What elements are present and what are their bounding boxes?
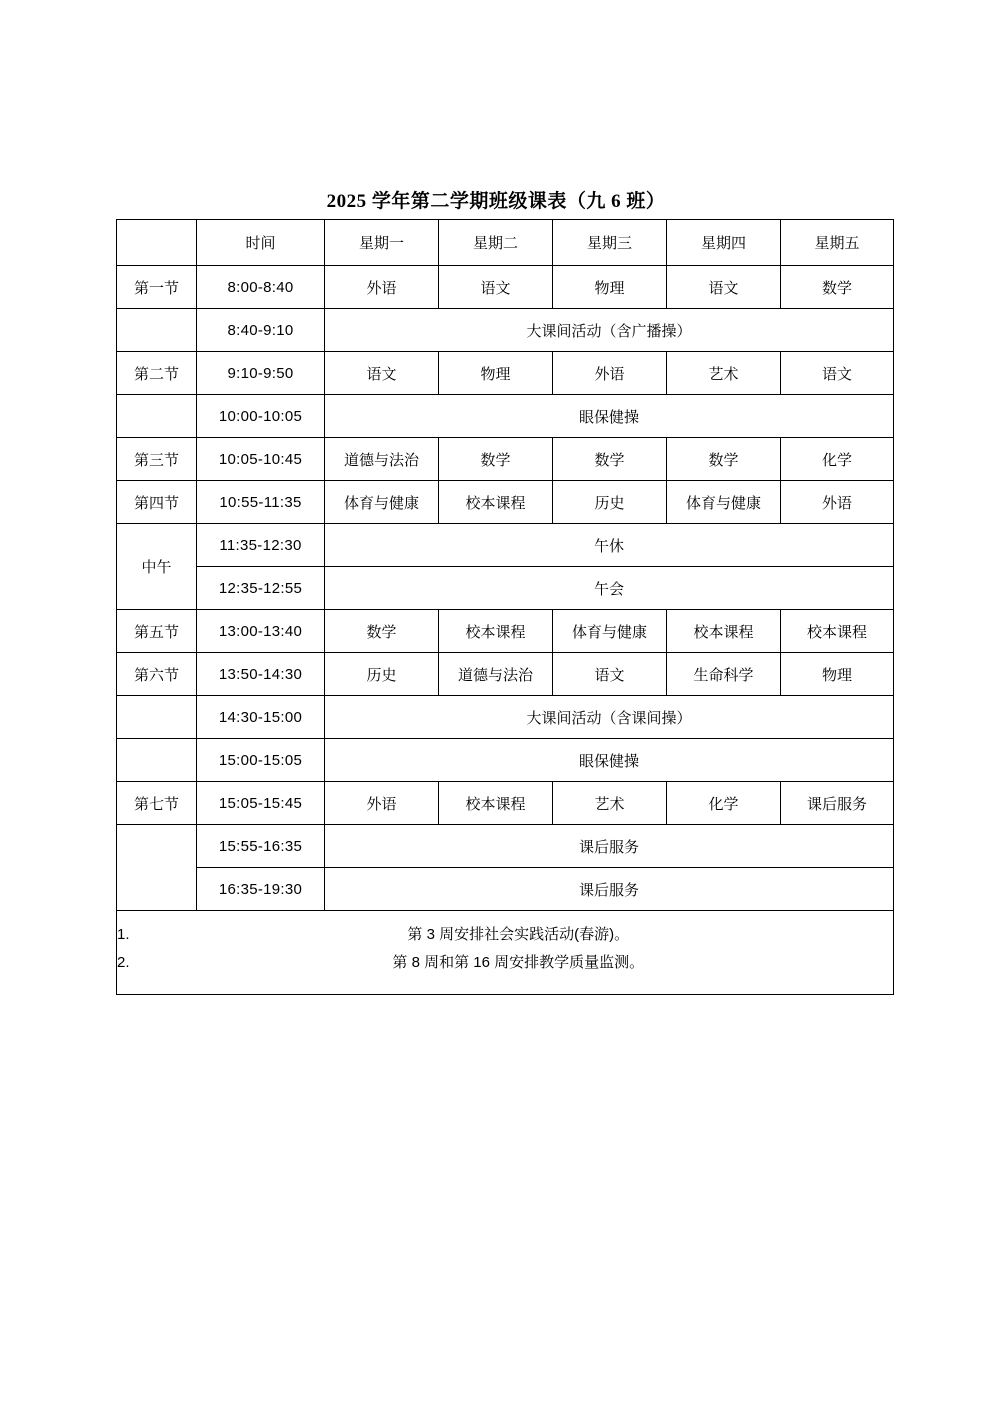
period-cell [117,395,197,438]
notes-cell [117,911,894,995]
subject-cell: 化学 [781,438,894,481]
time-cell: 8:40-9:10 [197,309,325,352]
time-cell: 10:05-10:45 [197,438,325,481]
notes-row [117,911,894,995]
subject-cell: 语文 [667,266,781,309]
table-row [117,567,894,610]
subject-cell: 道德与法治 [439,653,553,696]
note-text: 第 8 周和第 16 周安排教学质量监测。 [392,953,645,971]
note-line [117,925,893,945]
subject-cell: 外语 [781,481,894,524]
time-cell: 13:50-14:30 [197,653,325,696]
table-header-row [117,220,894,266]
day-header-tuesday: 星期二 [439,220,553,266]
table-row [117,266,894,309]
subject-cell: 语文 [553,653,667,696]
time-cell: 15:05-15:45 [197,782,325,825]
table-row [117,438,894,481]
subject-cell: 校本课程 [439,481,553,524]
subject-cell: 校本课程 [439,610,553,653]
period-cell [117,825,197,911]
table-row [117,610,894,653]
time-cell: 15:00-15:05 [197,739,325,782]
period-cell-noon: 中午 [117,524,197,610]
activity-cell: 大课间活动（含广播操） [325,309,894,352]
subject-cell: 数学 [667,438,781,481]
activity-cell: 课后服务 [325,868,894,911]
note-number: 2. [117,953,130,971]
subject-cell: 外语 [553,352,667,395]
subject-cell: 校本课程 [439,782,553,825]
subject-cell: 外语 [325,782,439,825]
subject-cell: 物理 [781,653,894,696]
activity-cell: 眼保健操 [325,395,894,438]
note-text: 第 3 周安排社会实践活动(春游)。 [407,925,630,943]
period-cell [117,696,197,739]
time-cell: 16:35-19:30 [197,868,325,911]
subject-cell: 艺术 [667,352,781,395]
time-cell: 13:00-13:40 [197,610,325,653]
time-cell: 14:30-15:00 [197,696,325,739]
subject-cell: 体育与健康 [667,481,781,524]
activity-cell: 午休 [325,524,894,567]
day-header-friday: 星期五 [781,220,894,266]
class-timetable [116,219,894,995]
time-cell: 11:35-12:30 [197,524,325,567]
period-cell: 第五节 [117,610,197,653]
activity-cell: 大课间活动（含课间操） [325,696,894,739]
time-cell: 8:00-8:40 [197,266,325,309]
subject-cell: 历史 [553,481,667,524]
time-cell: 10:00-10:05 [197,395,325,438]
subject-cell: 物理 [553,266,667,309]
activity-cell: 课后服务 [325,825,894,868]
subject-cell: 语文 [781,352,894,395]
note-line [117,953,893,973]
period-cell: 第七节 [117,782,197,825]
time-header-cell: 时间 [197,220,325,266]
subject-cell: 道德与法治 [325,438,439,481]
subject-cell: 数学 [325,610,439,653]
subject-cell: 化学 [667,782,781,825]
table-row [117,395,894,438]
subject-cell: 艺术 [553,782,667,825]
subject-cell: 语文 [325,352,439,395]
period-cell: 第一节 [117,266,197,309]
subject-cell: 语文 [439,266,553,309]
table-row [117,825,894,868]
period-cell: 第四节 [117,481,197,524]
time-cell: 12:35-12:55 [197,567,325,610]
note-number: 1. [117,925,130,943]
table-row [117,868,894,911]
period-cell: 第二节 [117,352,197,395]
table-row [117,782,894,825]
table-row [117,739,894,782]
subject-cell: 数学 [439,438,553,481]
time-cell: 15:55-16:35 [197,825,325,868]
subject-cell: 物理 [439,352,553,395]
subject-cell: 生命科学 [667,653,781,696]
subject-cell: 数学 [553,438,667,481]
activity-cell: 眼保健操 [325,739,894,782]
subject-cell: 校本课程 [667,610,781,653]
period-cell [117,739,197,782]
subject-cell: 历史 [325,653,439,696]
period-cell: 第六节 [117,653,197,696]
table-row [117,524,894,567]
table-row [117,481,894,524]
subject-cell: 体育与健康 [553,610,667,653]
subject-cell: 体育与健康 [325,481,439,524]
activity-cell: 午会 [325,567,894,610]
table-row [117,653,894,696]
table-row [117,696,894,739]
subject-cell: 校本课程 [781,610,894,653]
table-row [117,309,894,352]
period-cell: 第三节 [117,438,197,481]
day-header-wednesday: 星期三 [553,220,667,266]
day-header-monday: 星期一 [325,220,439,266]
subject-cell: 课后服务 [781,782,894,825]
period-cell [117,309,197,352]
subject-cell: 数学 [781,266,894,309]
day-header-thursday: 星期四 [667,220,781,266]
time-cell: 10:55-11:35 [197,481,325,524]
document-title: 2025 学年第二学期班级课表（九 6 班） [326,191,666,212]
subject-cell: 外语 [325,266,439,309]
table-row [117,352,894,395]
corner-cell [117,220,197,266]
time-cell: 9:10-9:50 [197,352,325,395]
